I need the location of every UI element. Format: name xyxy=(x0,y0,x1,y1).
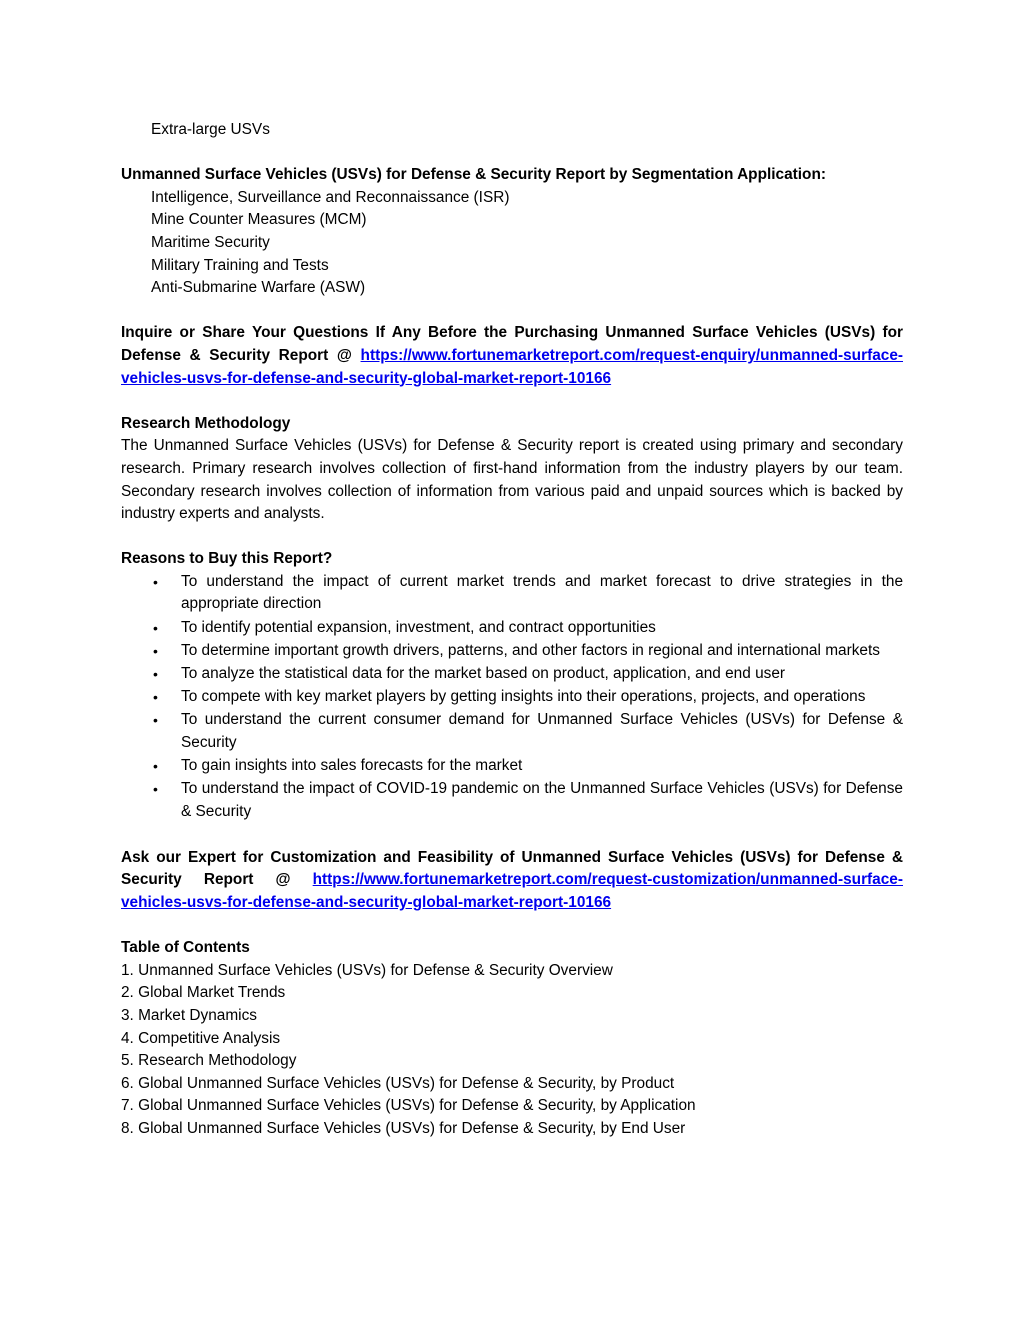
spacer xyxy=(121,142,903,165)
reasons-list xyxy=(121,571,903,824)
reason-text: To analyze the statistical data for the market based on product, application, and end user xyxy=(181,665,786,683)
toc-item: 1. Unmanned Surface Vehicles (USVs) for Defense & Security Overview xyxy=(121,961,613,979)
document-page xyxy=(121,119,903,1140)
application-item: Anti-Submarine Warfare (ASW) xyxy=(151,279,366,297)
application-item: Intelligence, Surveillance and Reconnaissance (ISR) xyxy=(151,188,510,206)
bullet-icon: • xyxy=(153,712,158,729)
reason-item xyxy=(121,686,903,709)
spacer xyxy=(121,390,903,413)
toc-item: 5. Research Methodology xyxy=(121,1052,297,1070)
customization-text: Ask our Expert for Customization and Feasibility of Unmanned Surface Vehicles (USVs) for Defense & Security Report @ xyxy=(121,848,903,889)
application-heading: Unmanned Surface Vehicles (USVs) for Defense & Security Report by Segmentation Application: xyxy=(121,166,826,184)
spacer xyxy=(121,824,903,847)
reason-text: To identify potential expansion, investment, and contract opportunities xyxy=(181,618,656,636)
bullet-icon: • xyxy=(153,619,158,636)
application-item: Maritime Security xyxy=(151,233,270,251)
bullet-icon: • xyxy=(153,758,158,775)
application-item: Mine Counter Measures (MCM) xyxy=(151,211,367,229)
application-item: Military Training and Tests xyxy=(151,256,329,274)
reason-item xyxy=(121,709,903,754)
product-type-item: Extra-large USVs xyxy=(151,121,270,138)
application-list xyxy=(121,187,903,300)
reason-item xyxy=(121,571,903,616)
methodology-heading: Research Methodology xyxy=(121,414,291,432)
spacer xyxy=(121,526,903,549)
toc-item: 4. Competitive Analysis xyxy=(121,1029,281,1047)
toc-item: 6. Global Unmanned Surface Vehicles (USVs) for Defense & Security, by Product xyxy=(121,1074,675,1092)
methodology-body: The Unmanned Surface Vehicles (USVs) for Defense & Security report is created using primary and secondary research. Primary research involves collection of first-hand information from the industry players by our team. Secondary research involves collection of information from various paid and unpaid sources which is backed by industry experts and analysts. xyxy=(121,437,903,523)
reason-text: To compete with key market players by getting insights into their operations, projects, and operations xyxy=(181,688,866,706)
reason-item xyxy=(121,663,903,686)
bullet-icon: • xyxy=(153,642,158,659)
toc-item: 7. Global Unmanned Surface Vehicles (USVs) for Defense & Security, by Application xyxy=(121,1097,696,1115)
reason-item xyxy=(121,755,903,778)
reason-text: To understand the impact of current market trends and market forecast to drive strategies in the appropriate direction xyxy=(181,572,903,613)
reason-text: To understand the impact of COVID-19 pandemic on the Unmanned Surface Vehicles (USVs) for Defense & Security xyxy=(181,780,903,820)
toc-heading: Table of Contents xyxy=(121,939,250,957)
inquire-text: Inquire or Share Your Questions If Any Before the Purchasing Unmanned Surface Vehicles (USVs) for Defense & Security Report @ xyxy=(121,324,903,364)
toc-item: 2. Global Market Trends xyxy=(121,984,286,1002)
reason-text: To understand the current consumer demand for Unmanned Surface Vehicles (USVs) for Defense & Security xyxy=(181,711,903,751)
customization-paragraph xyxy=(121,847,903,915)
inquire-link[interactable]: https://www.fortunemarketreport.com/request-enquiry/unmanned-surface-vehicles-usvs-for-defense-and-security-global-market-report-10166 xyxy=(121,346,903,387)
spacer xyxy=(121,300,903,323)
reason-item xyxy=(121,640,903,663)
customization-link[interactable]: https://www.fortunemarketreport.com/request-customization/unmanned-surface-vehicles-usvs-for-defense-and-security-global-market-report-10166 xyxy=(121,871,903,911)
reason-text: To determine important growth drivers, patterns, and other factors in regional and international markets xyxy=(181,641,880,659)
spacer xyxy=(121,915,903,938)
bullet-icon: • xyxy=(153,781,158,798)
reason-item xyxy=(121,617,903,640)
reasons-heading: Reasons to Buy this Report? xyxy=(121,550,333,568)
bullet-icon: • xyxy=(153,666,158,683)
inquire-paragraph xyxy=(121,322,903,390)
toc-item: 8. Global Unmanned Surface Vehicles (USVs) for Defense & Security, by End User xyxy=(121,1119,686,1137)
reason-item xyxy=(121,778,903,823)
toc-item: 3. Market Dynamics xyxy=(121,1006,257,1024)
toc-list xyxy=(121,960,903,1141)
bullet-icon: • xyxy=(153,573,158,590)
reason-text: To gain insights into sales forecasts for the market xyxy=(181,757,523,775)
bullet-icon: • xyxy=(153,689,158,706)
